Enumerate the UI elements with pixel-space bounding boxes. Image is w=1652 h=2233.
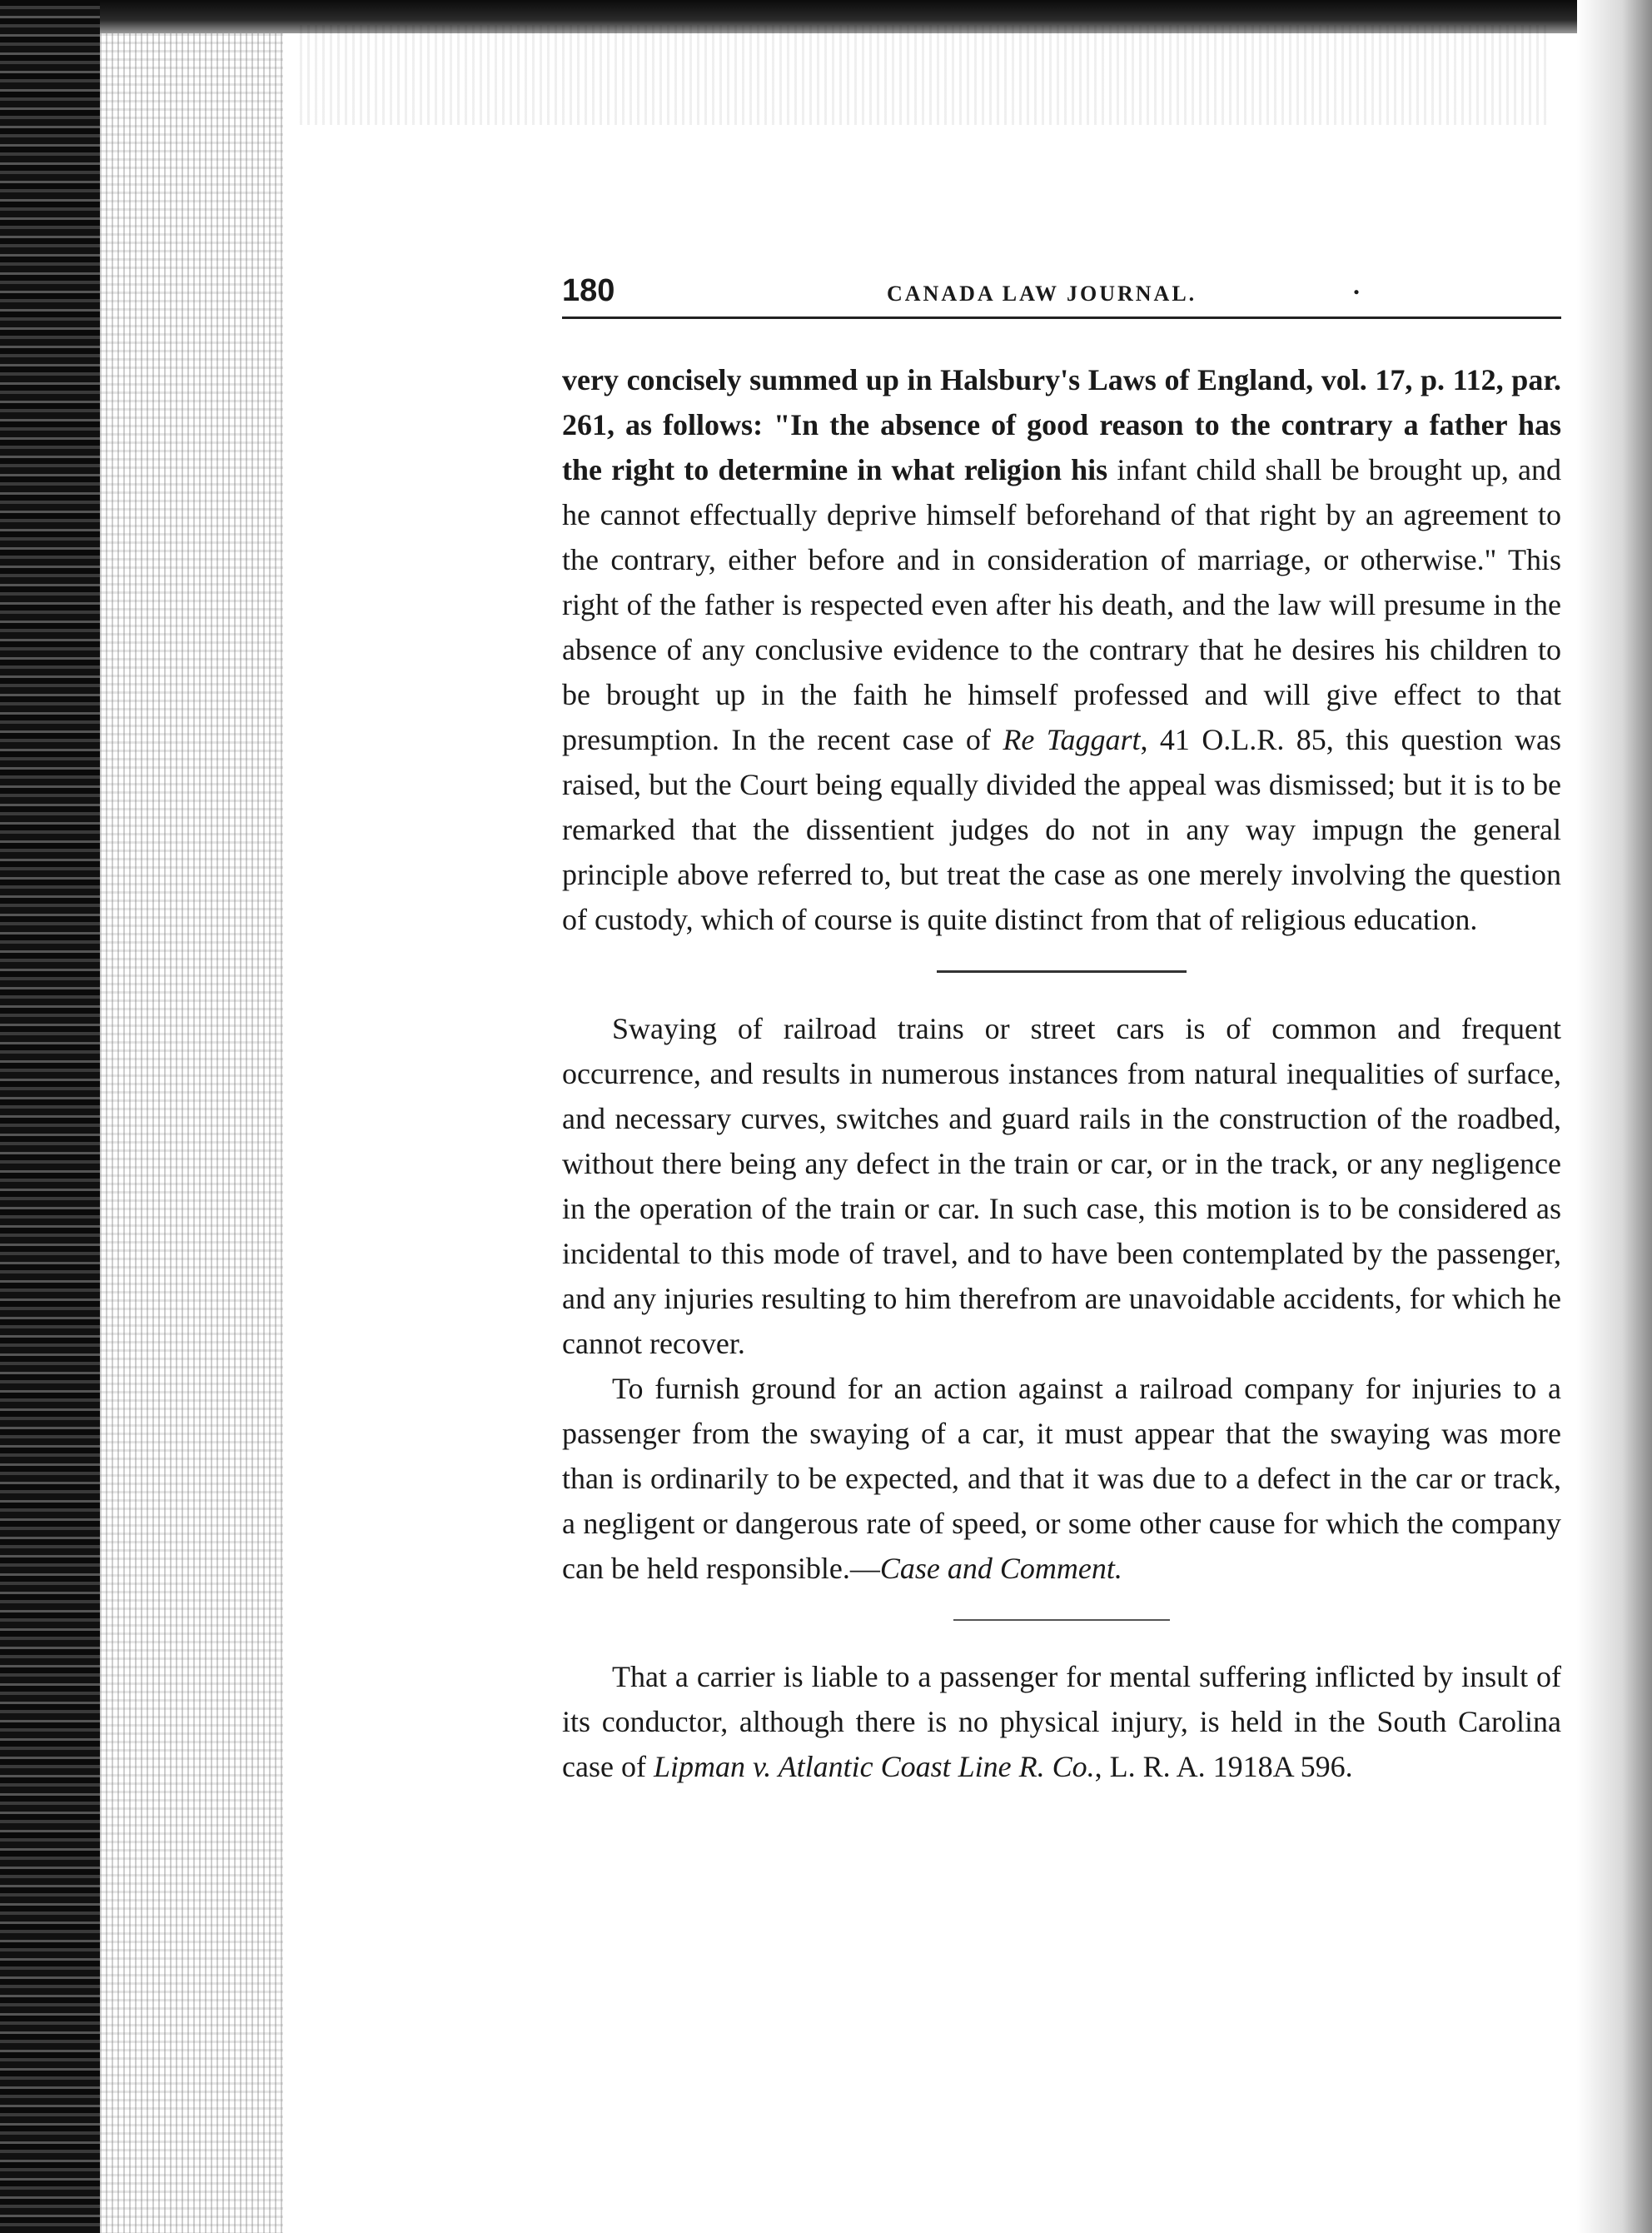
- paragraph-religious-education: [562, 357, 1561, 942]
- case-name-lipman: Lipman v. Atlantic Coast Line R. Co.: [653, 1750, 1095, 1783]
- scan-edge-left: [0, 0, 100, 2233]
- paragraph-carrier-liability: [562, 1654, 1561, 1789]
- paragraph-text: , 41 O.L.R. 85, this question was raised, but the Court being equally divided the appeal was dismissed; but it is to be remarked that the dissentient judges do not in any way impugn the general principle above referred to, but treat the case as one merely involving the question of custody, which of course is quite distinct from that of religious education.: [562, 723, 1561, 936]
- scan-noise-top: [300, 25, 1549, 125]
- citation: , L. R. A. 1918A 596.: [1094, 1750, 1353, 1783]
- running-title: CANADA LAW JOURNAL.: [887, 282, 1197, 306]
- source-case-and-comment: Case and Comment.: [879, 1552, 1122, 1585]
- section-separator: [953, 1619, 1170, 1621]
- page-header: [562, 267, 1561, 319]
- paragraph-bold-opening: very concisely summed up in Halsbury's Laws of England, vol. 17, p. 112, par. 261, as follows: "In the absence of good reason to the contrary a father has the right to determine in what religion his: [562, 363, 1561, 486]
- header-dot: .: [1353, 270, 1360, 300]
- case-name-re-taggart: Re Taggart: [1003, 723, 1141, 756]
- paragraph-text: That a carrier is liable to a passenger for mental suffering inflicted by insult of its conductor, although there is no physical injury, is held in the South Carolina case of: [562, 1660, 1561, 1783]
- section-separator: [937, 970, 1187, 973]
- scan-edge-right: [1577, 0, 1652, 2233]
- paragraph-swaying-trains: Swaying of railroad trains or street cars is of common and frequent occurrence, and results in numerous instances from natural inequalities of surface, and necessary curves, switches and guard rails in the construction of the roadbed, without there being any defect in the train or car, or in the track, or any negligence in the operation of the train or car. In such case, this motion is to be considered as incidental to this mode of travel, and to have been contemplated by the passenger, and any injuries resulting to him therefrom are unavoidable accidents, for which he cannot recover.: [562, 1012, 1561, 1360]
- scan-noise-left: [100, 33, 283, 2233]
- paragraph-text: infant child shall be brought up, and he cannot effectually deprive himself beforehand of that right by an agreement to the contrary, either before and in consideration of marriage, or otherwise." This right of the father is respected even after his death, and the law will presume in the absence of any conclusive evidence to the contrary that he desires his children to be brought up in the faith he himself professed and will give effect to that presumption. In the recent case of: [562, 453, 1561, 756]
- journal-page: [562, 267, 1561, 1789]
- paragraph-action-against-railroad: [562, 1366, 1561, 1591]
- paragraph-text: To furnish ground for an action against a railroad company for injuries to a passenger from the swaying of a car, it must appear that the swaying was more than is ordinarily to be expected, and that it was due to a defect in the car or track, a negligent or dangerous rate of speed, or some other cause for which the company can be held responsible.—: [562, 1372, 1561, 1585]
- page-number: 180: [562, 273, 615, 308]
